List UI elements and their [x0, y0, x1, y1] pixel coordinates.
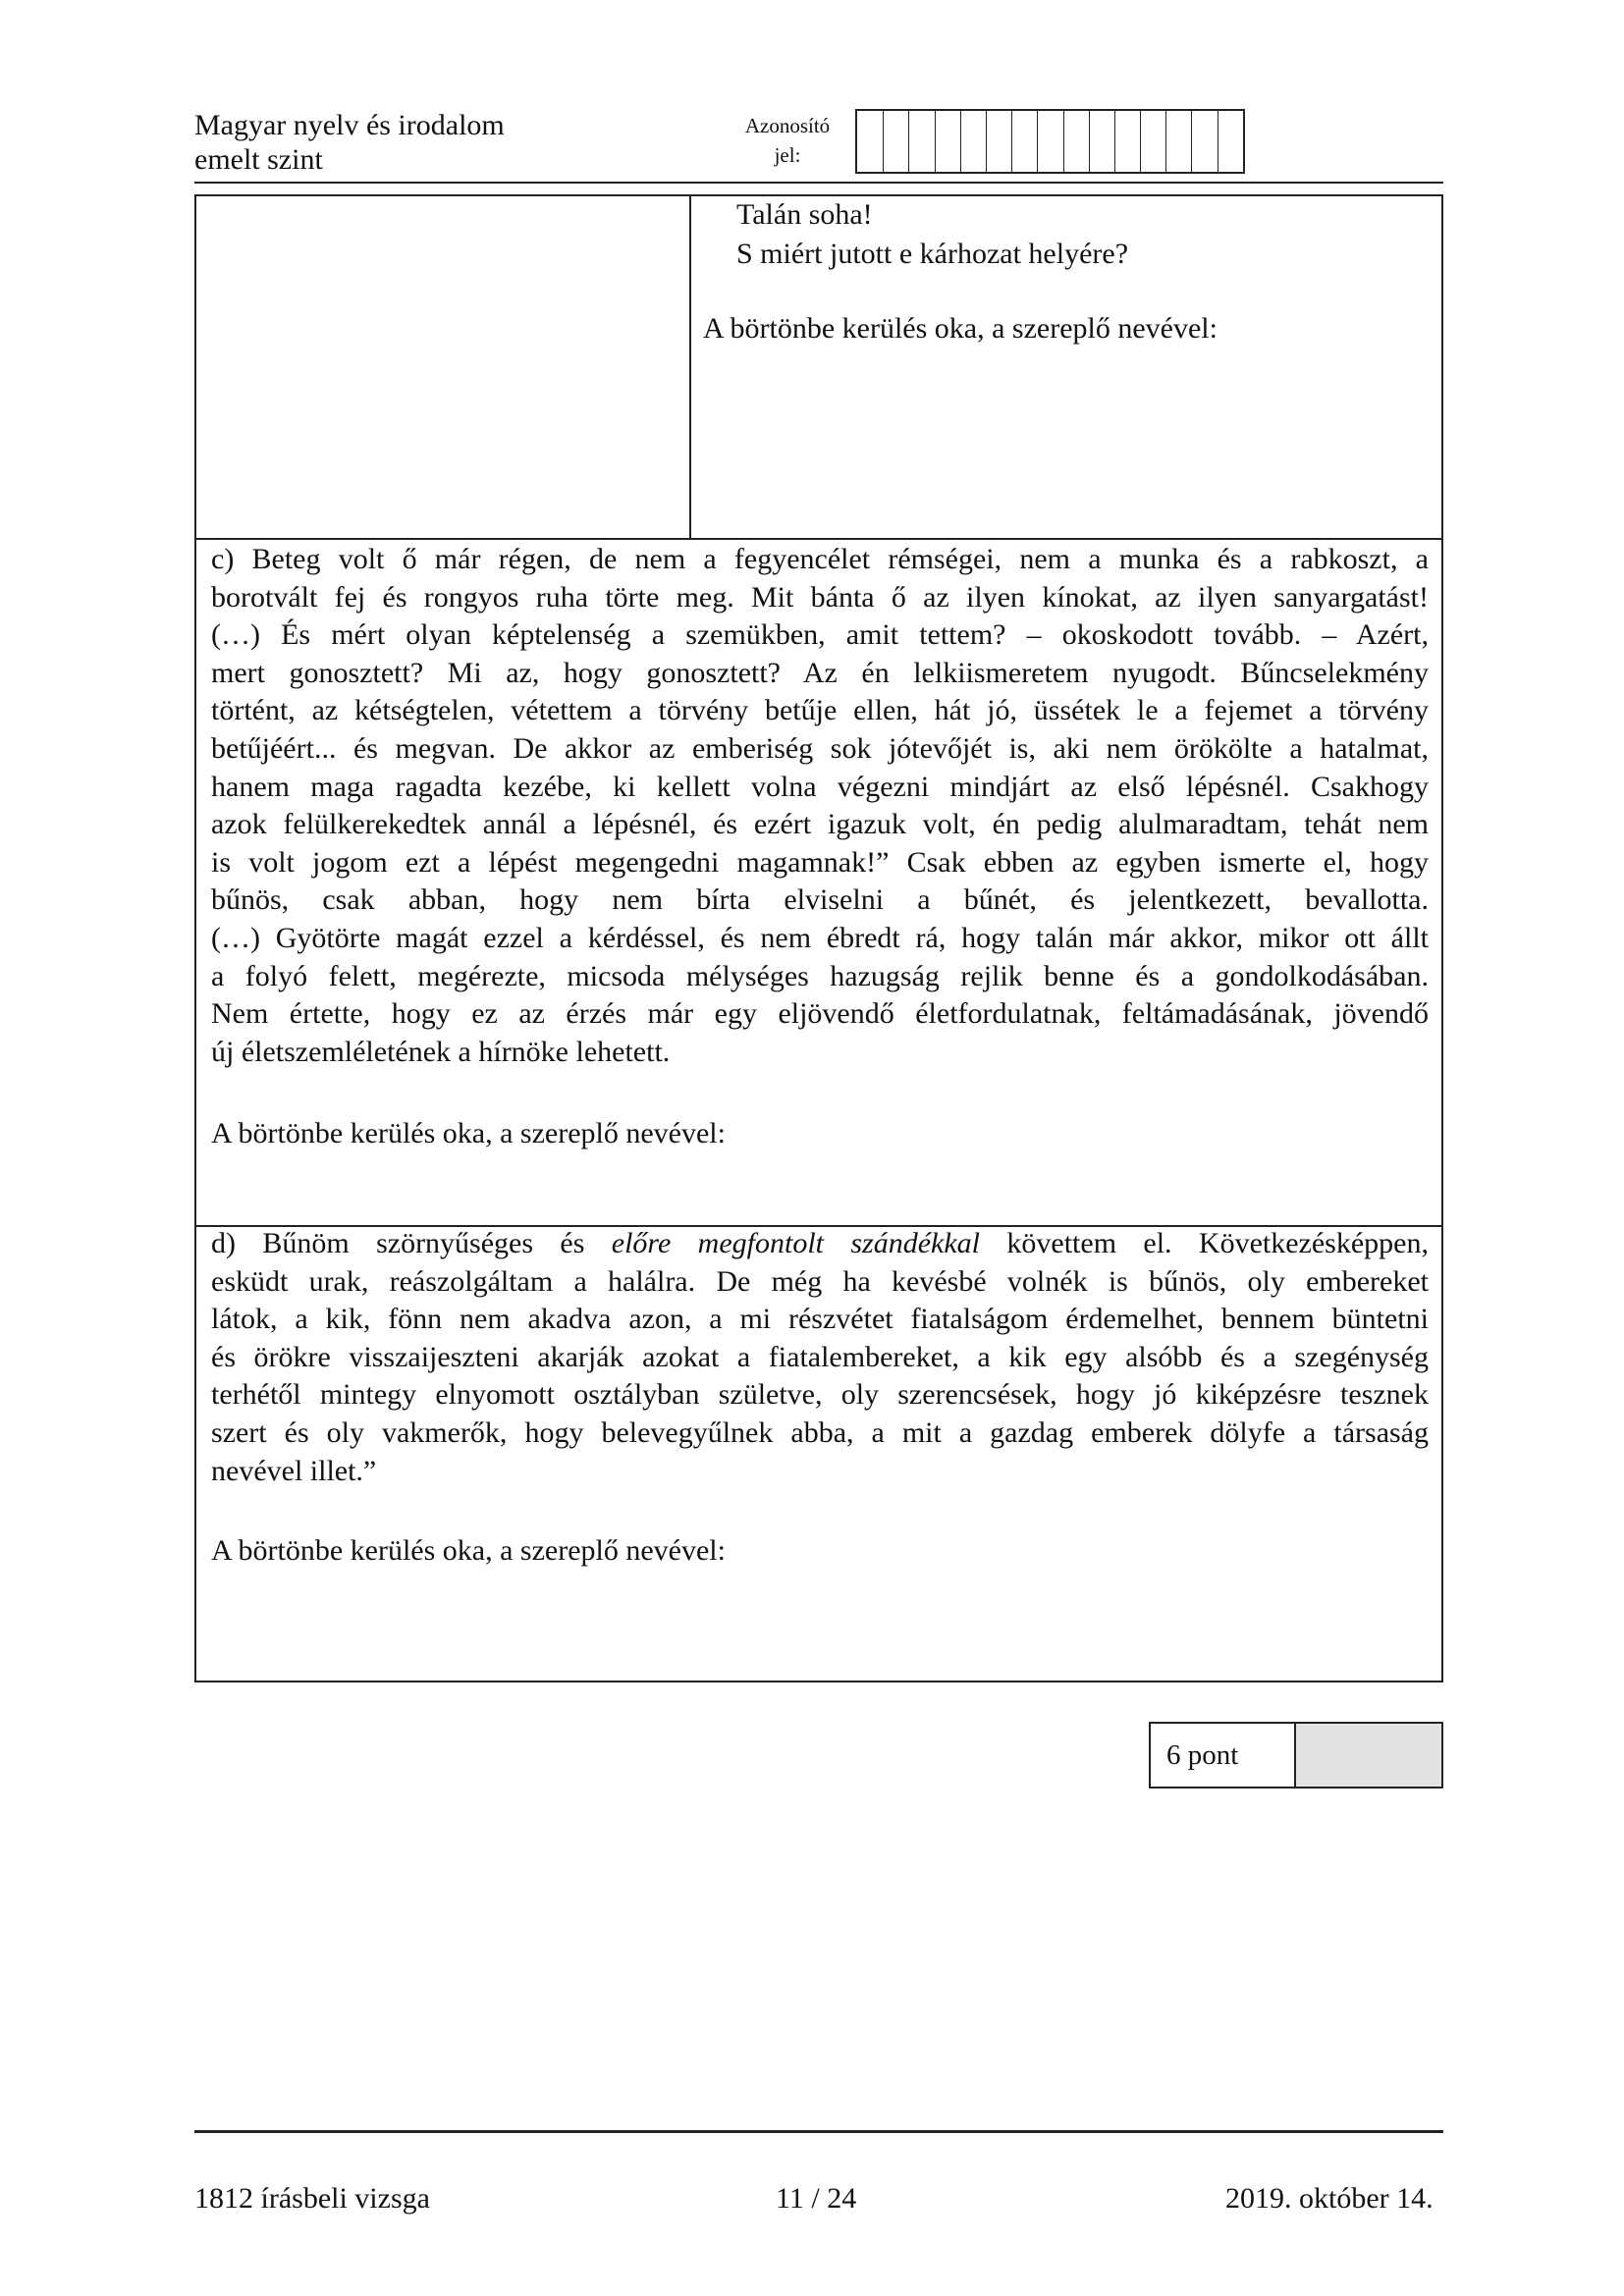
identifier-cell[interactable]	[935, 111, 960, 172]
exam-level: emelt szint	[194, 143, 323, 176]
passage-line: is volt jogom ezt a lépést megengedni magamnak!” Csak ebben az egyben ismerte el, hogy	[211, 845, 1429, 879]
passage-line: történt, az kétségtelen, vétettem a törvény betűje ellen, hát jó, üssétek le a fejemet a törvény	[211, 694, 1429, 727]
passage-line: Nem értette, hogy ez az érzés már egy eljövendő életfordulatnak, feltámadásának, jövendő	[211, 997, 1429, 1031]
identifier-cell[interactable]	[1140, 111, 1165, 172]
passage-line: a folyó felett, megérezte, micsoda mélységes hazugság rejlik benne és a gondolkodásában.	[211, 959, 1429, 992]
passage-line: betűjéért... és megvan. De akkor az emberiség sok jótevőjét is, aki nem örökölte a hatalmat,	[211, 731, 1429, 765]
footer-page-number: 11 / 24	[776, 2182, 857, 2215]
section-d-passage	[211, 1225, 1429, 1490]
identifier-cell[interactable]	[1063, 111, 1089, 172]
section-c-answer-prompt: A börtönbe kerülés oka, a szereplő nevével:	[211, 1117, 726, 1149]
passage-line: azok felülkerekedtek annál a lépésnél, és ezért igazuk volt, én pedig alulmaradtam, tehát nem	[211, 808, 1429, 841]
passage-line: bűnös, csak abban, hogy nem bírta elviselni a bűnét, és jelentkezett, bevallotta.	[211, 883, 1429, 917]
identifier-cell[interactable]	[883, 111, 908, 172]
identifier-cell[interactable]	[1037, 111, 1062, 172]
identifier-cell[interactable]	[1191, 111, 1217, 172]
footer-date: 2019. október 14.	[1225, 2182, 1434, 2215]
header-rule	[194, 182, 1443, 184]
identifier-cell[interactable]	[960, 111, 986, 172]
identifier-cell[interactable]	[1165, 111, 1191, 172]
section-b-answer-prompt: A börtönbe kerülés oka, a szereplő nevével:	[703, 312, 1218, 345]
emphasis-text: előre megfontolt szándékkal	[611, 1227, 981, 1259]
identifier-cell[interactable]	[1089, 111, 1114, 172]
identifier-cell[interactable]	[1011, 111, 1037, 172]
identifier-cell[interactable]	[1114, 111, 1140, 172]
identifier-cell[interactable]	[857, 111, 883, 172]
passage-line: nevével illet.”	[211, 1454, 377, 1487]
section-b-divider	[689, 194, 691, 540]
score-label: 6 pont	[1151, 1724, 1296, 1787]
passage-line: hanem maga ragadta kezébe, ki kellett volna végezni mindjárt az első lépésnél. Csakhogy	[211, 770, 1429, 803]
identifier-cell[interactable]	[1218, 111, 1243, 172]
passage-line: látok, a kik, fönn nem akadva azon, a mi részvétet fiatalságom érdemelhet, bennem büntetni	[211, 1303, 1429, 1336]
passage-line: d) Bűnöm szörnyűséges és előre megfontolt szándékkal követtem el. Következésképpen,	[211, 1227, 1429, 1259]
identifier-boxes[interactable]	[855, 109, 1245, 174]
quote-line: S miért jutott e kárhozat helyére?	[736, 238, 1129, 270]
identifier-cell[interactable]	[986, 111, 1011, 172]
passage-line: és örökre visszaijeszteni akarják azokat a fiatalembereket, a kik egy alsóbb és a szegénység	[211, 1340, 1429, 1373]
subject-title	[194, 108, 505, 177]
passage-line: terhétől mintegy elnyomott osztályban születve, oly szerencsések, hogy jó kiképzésre tesznek	[211, 1378, 1429, 1412]
passage-line: új életszemléletének a hírnöke lehetett.	[211, 1035, 671, 1068]
passage-line: (…) Gyötörte magát ezzel a kérdéssel, és nem ébredt rá, hogy talán már akkor, mikor ott állt	[211, 921, 1429, 954]
quote-line: Talán soha!	[736, 198, 873, 231]
passage-line: szert és oly vakmerők, hogy belevegyűlnek abba, a mit a gazdag emberek dölyfe a társaság	[211, 1415, 1429, 1449]
passage-line: (…) És mért olyan képtelenség a szemükben, amit tettem? – okoskodott tovább. – Azért,	[211, 618, 1429, 652]
passage-line: mert gonosztett? Mi az, hogy gonosztett? Az én lelkiismeretem nyugodt. Bűncselekmény	[211, 656, 1429, 689]
passage-line: borotvált fej és rongyos ruha törte meg. Mit bánta ő az ilyen kínokat, az ilyen sanyargatást!	[211, 580, 1429, 614]
score-box	[1149, 1722, 1443, 1789]
section-b-quote	[736, 195, 1128, 274]
section-d-answer-prompt: A börtönbe kerülés oka, a szereplő nevével:	[211, 1534, 726, 1567]
footer-rule	[194, 2130, 1443, 2133]
subject-name: Magyar nyelv és irodalom	[194, 109, 505, 141]
identifier-label: Azonosító jel:	[744, 114, 831, 167]
identifier-cell[interactable]	[908, 111, 934, 172]
passage-line: esküdt urak, reászolgáltam a halálra. De még ha kevésbé volnék is bűnös, oly embereket	[211, 1264, 1429, 1298]
footer-exam-code: 1812 írásbeli vizsga	[194, 2182, 430, 2215]
section-c-passage	[211, 541, 1429, 1071]
score-field[interactable]	[1296, 1724, 1441, 1787]
passage-line: c) Beteg volt ő már régen, de nem a fegyencélet rémségei, nem a munka és a rabkoszt, a	[211, 543, 1429, 575]
